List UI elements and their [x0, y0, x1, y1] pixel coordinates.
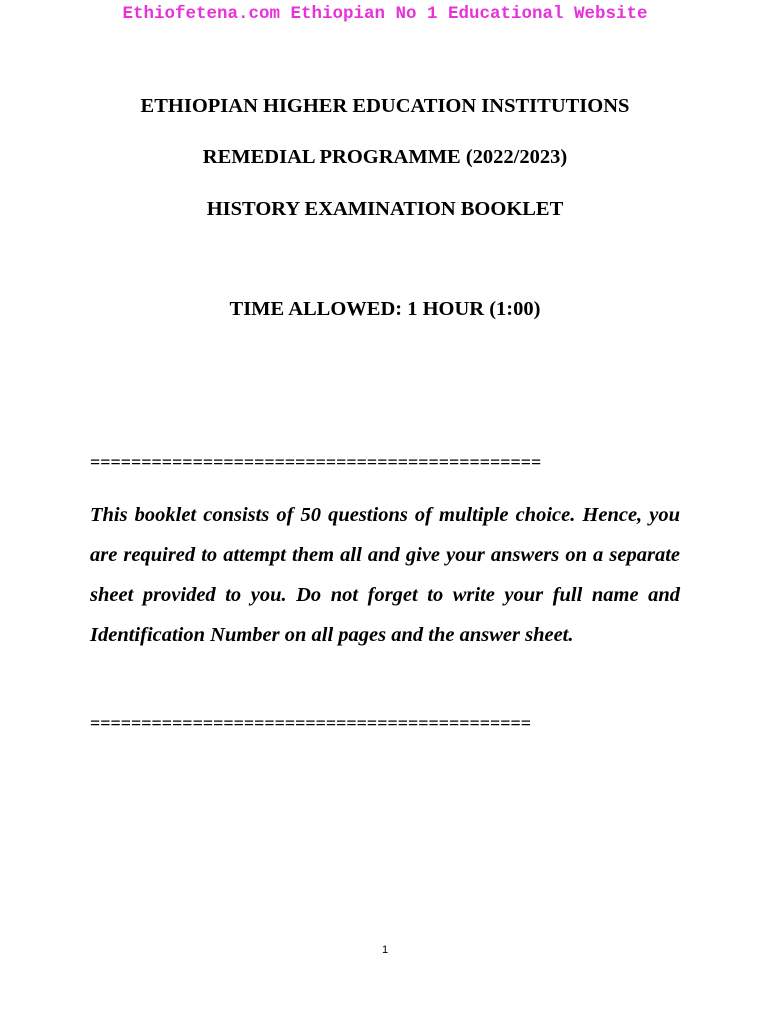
time-allowed-heading: TIME ALLOWED: 1 HOUR (1:00): [229, 298, 541, 320]
divider-line-top: ============================================: [90, 453, 542, 471]
booklet-heading: HISTORY EXAMINATION BOOKLET: [206, 198, 564, 220]
institution-heading: ETHIOPIAN HIGHER EDUCATION INSTITUTIONS: [140, 95, 630, 117]
divider-line-bottom: ===========================================: [90, 714, 532, 732]
page-number: 1: [381, 944, 389, 956]
website-watermark: Ethiofetena.com Ethiopian No 1 Educational Website: [122, 4, 648, 24]
programme-heading: REMEDIAL PROGRAMME (2022/2023): [202, 146, 568, 168]
exam-instructions: This booklet consists of 50 questions of multiple choice. Hence, you are required to attempt them all and give your answers on a separate sheet provided to you. Do not forget to write your full name and Identification Number on all pages and the answer sheet.: [90, 504, 680, 646]
